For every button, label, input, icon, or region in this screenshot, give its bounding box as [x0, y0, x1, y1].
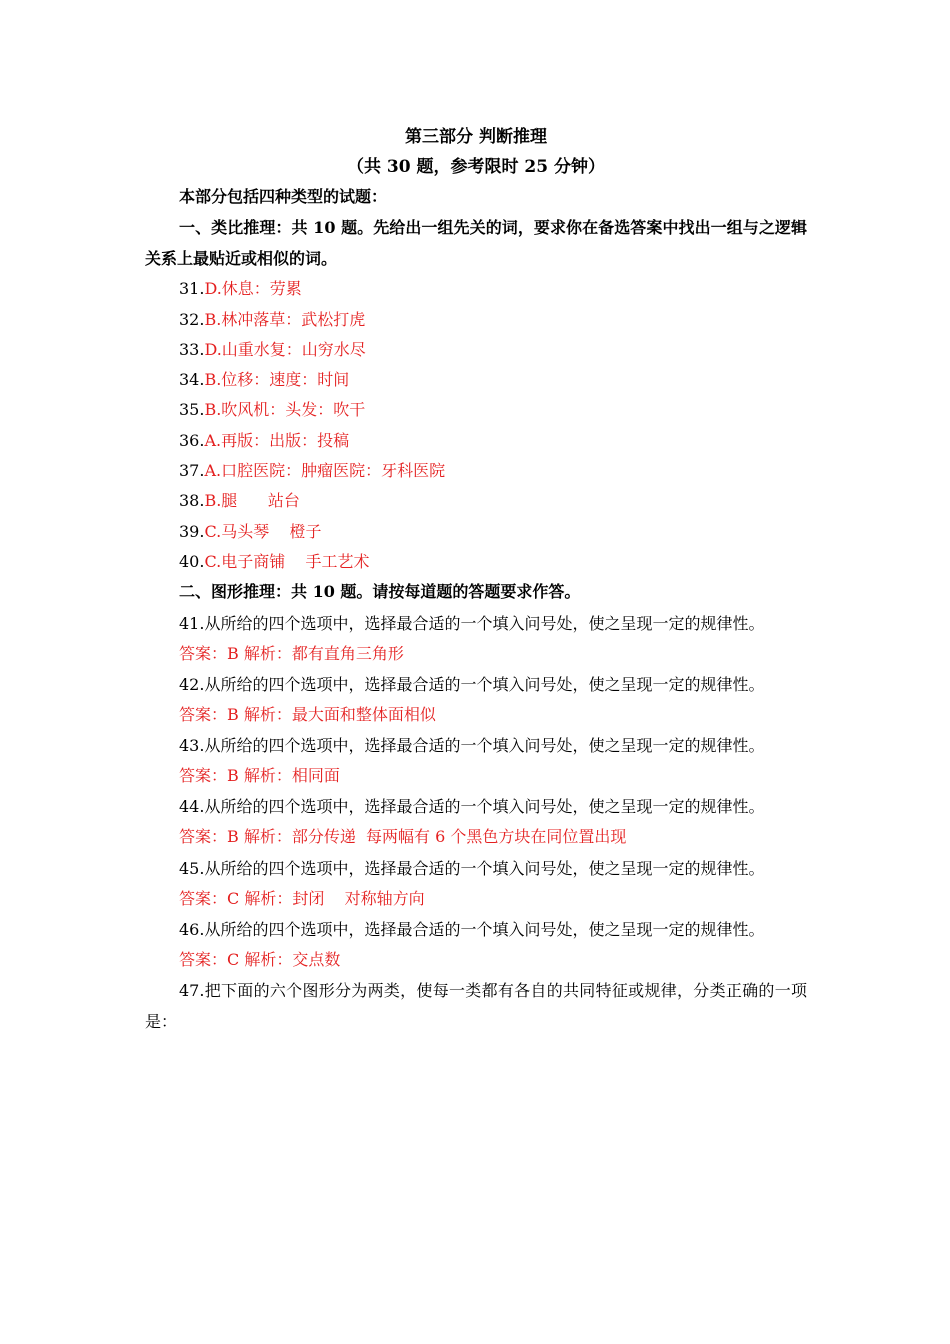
answer-item-32: 32.B.林冲落草：武松打虎 — [179, 309, 366, 329]
answer-item-38: 38.B.腿 站台 — [179, 491, 300, 511]
answer-44: 答案：B 解析：部分传递 每两幅有 6 个黑色方块在同位置出现 — [179, 827, 627, 847]
answer-42: 答案：B 解析：最大面和整体面相似 — [179, 704, 436, 724]
question-47: 47.把下面的六个图形分为两类，使每一类都有各自的共同特征或规律，分类正确的一项是： — [145, 981, 807, 1032]
question-43: 43.从所给的四个选项中，选择最合适的一个填入问号处，使之呈现一定的规律性。 — [179, 736, 765, 756]
answer-item-35: 35.B.吹风机：头发：吹干 — [179, 400, 366, 420]
section2-question-list — [145, 608, 807, 1038]
question-42: 42.从所给的四个选项中，选择最合适的一个填入问号处，使之呈现一定的规律性。 — [179, 674, 765, 694]
answer-item-31: 31.D.休息：劳累 — [179, 279, 302, 299]
question-46: 46.从所给的四个选项中，选择最合适的一个填入问号处，使之呈现一定的规律性。 — [179, 920, 765, 940]
question-45: 45.从所给的四个选项中，选择最合适的一个填入问号处，使之呈现一定的规律性。 — [179, 858, 765, 878]
section2-heading: 二、图形推理：共 10 题。请按每道题的答题要求作答。 — [179, 582, 581, 602]
answer-item-34: 34.B.位移：速度：时间 — [179, 370, 350, 390]
answer-46: 答案：C 解析：交点数 — [179, 950, 341, 970]
answer-item-40: 40.C.电子商铺 手工艺术 — [179, 551, 370, 571]
page-title: 第三部分 判断推理 — [405, 127, 547, 147]
answer-43: 答案：B 解析：相同面 — [179, 766, 340, 786]
intro-text: 本部分包括四种类型的试题： — [179, 187, 388, 206]
answer-item-33: 33.D.山重水复：山穷水尽 — [179, 339, 366, 359]
answer-item-39: 39.C.马头琴 橙子 — [179, 521, 322, 541]
answer-45: 答案：C 解析：封闭 对称轴方向 — [179, 888, 425, 908]
section1-heading: 一、类比推理：共 10 题。先给出一组先关的词，要求你在备选答案中找出一组与之逻辑关系上最贴近或相似的词。 — [145, 218, 807, 269]
answer-41: 答案：B 解析：都有直角三角形 — [179, 643, 404, 663]
page-subtitle: （共 30 题，参考限时 25 分钟） — [347, 157, 605, 177]
section1-answer-list — [145, 274, 807, 577]
answer-item-36: 36.A.再版：出版：投稿 — [179, 430, 350, 450]
answer-item-37: 37.A.口腔医院：肿瘤医院：牙科医院 — [179, 461, 446, 481]
document-page — [145, 122, 807, 1037]
question-44: 44.从所给的四个选项中，选择最合适的一个填入问号处，使之呈现一定的规律性。 — [179, 797, 765, 817]
question-41: 41.从所给的四个选项中，选择最合适的一个填入问号处，使之呈现一定的规律性。 — [179, 613, 765, 633]
